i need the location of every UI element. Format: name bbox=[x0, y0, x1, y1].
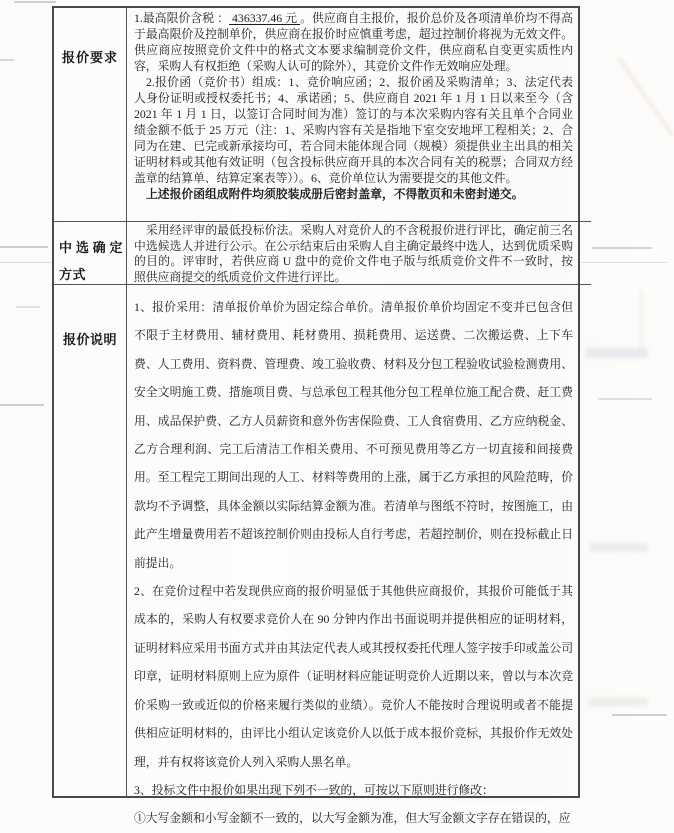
paragraph-binding-requirement: 上述报价函组成附件均须胶装成册后密封盖章，不得散页和未密封递交。 bbox=[146, 187, 524, 201]
paragraph-quotation-composition: 2.报价函（竞价书）组成：1、竞价响应函；2、报价函及采购清单；3、法定代表人身份证明或授权委托书；4、承诺函；5、供应商自 2021 年 1 月 1 日以来至今（含 2021 年 1 月 1 日，以签订合同时间为准）签订的与本次采购内容有关且单个合同业绩金额不低于 25 万元（注：1、采购内容有关是指地下室交安地坪工程相关；2、合同为在建、已完或新承接均可，若合同未能体现合同（规模）须提供业主出具的相关证明材料或其他有效证明（包含投标供应商开具的本次合同有关的税票；合同双方经盖章的结算单、结算定案表等））。6、竞价单位认为需要提交的其他文件。 bbox=[134, 75, 573, 185]
max-price-value: 436337.46 元 bbox=[229, 11, 301, 25]
scan-artifact-dash bbox=[612, 714, 667, 716]
scan-artifact-dash bbox=[16, 306, 40, 308]
ink-bleed-ghost-text bbox=[586, 348, 648, 358]
quotation-explanation-content bbox=[127, 285, 578, 826]
stamp-bleed-mark bbox=[640, 290, 643, 350]
row-label-quotation-explanation: 报价说明 bbox=[54, 285, 127, 796]
scan-artifact-dash bbox=[592, 247, 652, 249]
scan-artifact-line bbox=[581, 262, 667, 263]
max-price-rest-text: 。供应商自主报价，报价总价及各项清单价均不得高于最高限价及控制单价，供应商在报价时应慎重考虑，超过控制价将视为无效文件。供应商应按照竞价文件中的格式文本要求编制竞价文件，供应商私自变更实质性内容，采购人有权拒绝（采购人认可的除外），其竞价文件作无效响应处理。 bbox=[134, 11, 573, 73]
max-price-prefix-text: 1.最高限价含税 ： bbox=[134, 11, 230, 25]
paragraph-inconsistency-rules: 3、投标文件中报价如果出现下列不一致的，可按以下原则进行修改： bbox=[134, 782, 494, 797]
scan-artifact-dash bbox=[0, 404, 44, 406]
row-label-quotation-requirements: 报价要求 bbox=[54, 8, 127, 222]
row-label-selection-method: 中选确定方式 bbox=[54, 222, 127, 285]
ink-bleed-ghost-text bbox=[588, 698, 648, 706]
table-border-overshoot bbox=[580, 221, 591, 222]
scan-artifact-line bbox=[0, 262, 52, 263]
paragraph-fixed-unit-price: 1、报价采用：清单报价单价为固定综合单价。清单报价单价均固定不变并已包含但不限于主材费用、辅材费用、耗材费用、损耗费用、运送费、二次搬运费、上下车费、人工费用、资料费、管理费、竣工验收费、材料及分包工程验收试验检测费用、安全文明施工费、措施项目费、与总承包工程其他分包工程单位施工配合费、赶工费用、成品保护费、乙方人员薪资和意外伤害保险费、工人食宿费用、乙方应纳税金、乙方合理利润、完工后清洁工作相关费用、不可预见费用等乙方一切直接和间接费用。至工程完工期间出现的人工、材料等费用的上涨，属于乙方承担的风险范畴，价款均不予调整，具体金额以实际结算金额为准。若清单与图纸不符时，按图施工，由此产生增量费用若不超该控制价则由投标人自行考虑，若超控制价，则在投标截止日前提出。 bbox=[134, 300, 573, 570]
paragraph-selection-method: 采用经评审的最低投标价法。采购人对竞价人的不含税报价进行评比，确定前三名中选候选人并进行公示。在公示结束后由采购人自主确定最终中选人，达到优质采购的目的。评审时，若供应商 U 盘中的竞价文件电子版与纸质竞价文件不一致时，按照供应商提交的纸质竞价文件进行评比。 bbox=[134, 223, 573, 284]
bidding-info-table bbox=[52, 6, 580, 826]
paragraph-amount-words-vs-figures: ①大写金额和小写金额不一致的，以大写金额为准，但大写金额文字存在错误的，应 bbox=[134, 811, 571, 826]
selection-method-content bbox=[127, 222, 578, 285]
table-border-overshoot bbox=[580, 284, 591, 285]
quotation-requirements-content bbox=[127, 8, 578, 222]
ink-bleed-ghost-text bbox=[590, 543, 648, 552]
scan-artifact-dash bbox=[14, 1, 56, 3]
scan-artifact-dash bbox=[0, 59, 14, 61]
scan-artifact-dash bbox=[0, 246, 48, 248]
stamp-bleed-mark bbox=[617, 57, 674, 137]
paragraph-below-cost-bid: 2、在竞价过程中若发现供应商的报价明显低于其他供应商报价，其报价可能低于其成本的，采购人有权要求竞价人在 90 分钟内作出书面说明并提供相应的证明材料，证明材料应采用书面方式并由其法定代表人或其授权委托代理人签字按手印或盖公司印章，证明材料原则上应为原件（证明材料应能证明竞价人近期以来，曾以与本次竞价采购一致或近似的价格来履行类似的业绩）。竞价人不能按时合理说明或者不能提供相应证明材料的，由评比小组认定该竞价人以低于成本报价竞标，其报价作无效处理，并有权将该竞价人列入采购人黑名单。 bbox=[134, 584, 573, 769]
paragraph-max-price bbox=[134, 10, 573, 74]
scan-artifact-dash bbox=[598, 398, 652, 400]
